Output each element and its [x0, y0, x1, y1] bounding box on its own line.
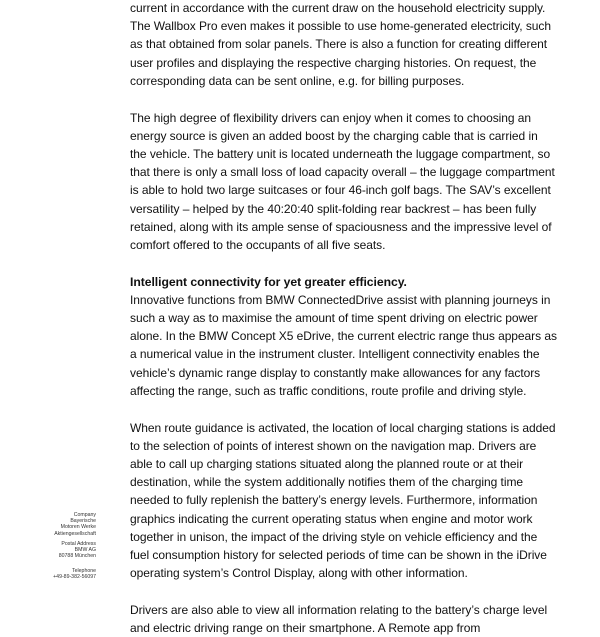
paragraph-gap	[130, 400, 578, 419]
paragraph-charging-cable: The high degree of flexibility drivers can enjoy when it comes to choosing an energy source is given an added boost by the charging cable that is carried in the vehicle. The battery unit is located underneath the luggage compartment, so that there is only a small loss of load capacity overall – the luggage compartment is able to hold two large suitcases or four 46-inch golf bags. The SAV’s excellent versatility – helped by the 40:20:40 split-folding rear backrest – has been fully retained, along with its ample sense of spaciousness and the impressive level of comfort offered to the occupants of all five seats.	[130, 110, 555, 252]
sidebar-company-text: Company Bayerische Motoren Werke Aktiengesellschaft	[54, 512, 96, 537]
paragraph-wallbox-features: current in accordance with the current draw on the household electricity supply. The Wallbox Pro even makes it possible to use home-generated electricity, such as that obtained from solar panels. There is also a function for creating different user profiles and displaying the respective charging histories. On request, the corresponding data can be sent online, e.g. for billing purposes.	[130, 1, 551, 88]
main-text-column	[130, 0, 578, 637]
paragraph-connected-drive: Innovative functions from BMW ConnectedDrive assist with planning journeys in such a way as to maximise the amount of time spent driving on electric power alone. In the BMW Concept X5 eDrive, the current electric range thus appears as a numerical value in the instrument cluster. Intelligent connectivity enables the vehicle’s dynamic range display to constantly make allowances for any factors affecting the range, such as traffic conditions, route profile and driving style.	[130, 292, 557, 398]
paragraph-smartphone: Drivers are also able to view all information relating to the battery’s charge level and electric driving range on their smartphone. A Remote app from	[130, 602, 548, 636]
sidebar-telephone-text: Telephone +49-89-382-56097	[53, 568, 96, 581]
sidebar-postal-block	[20, 541, 96, 560]
sidebar-postal-address-text: Postal Address BMW AG 80788 München	[58, 541, 96, 560]
sidebar-company-block	[20, 512, 96, 537]
section-heading-connectivity: Intelligent connectivity for yet greater efficiency.	[130, 274, 407, 289]
paragraph-gap	[130, 254, 578, 273]
paragraph-gap	[130, 90, 578, 109]
sidebar-telephone-block	[20, 568, 96, 580]
paragraph-gap	[130, 582, 578, 601]
paragraph-route-guidance: When route guidance is activated, the location of local charging stations is added to the selection of points of interest shown on the navigation map. Drivers are able to call up charging stations situated along the planned route or at their destination, while the system additionally notifies them of the charging time needed to fully replenish the battery’s energy levels. Furthermore, information graphics indicating the current operating status when engine and motor work together in unison, the impact of the driving style on vehicle efficiency and the fuel consumption history for selected periods of time can be shown in the iDrive operating system’s Control Display, along with other information.	[130, 420, 556, 581]
